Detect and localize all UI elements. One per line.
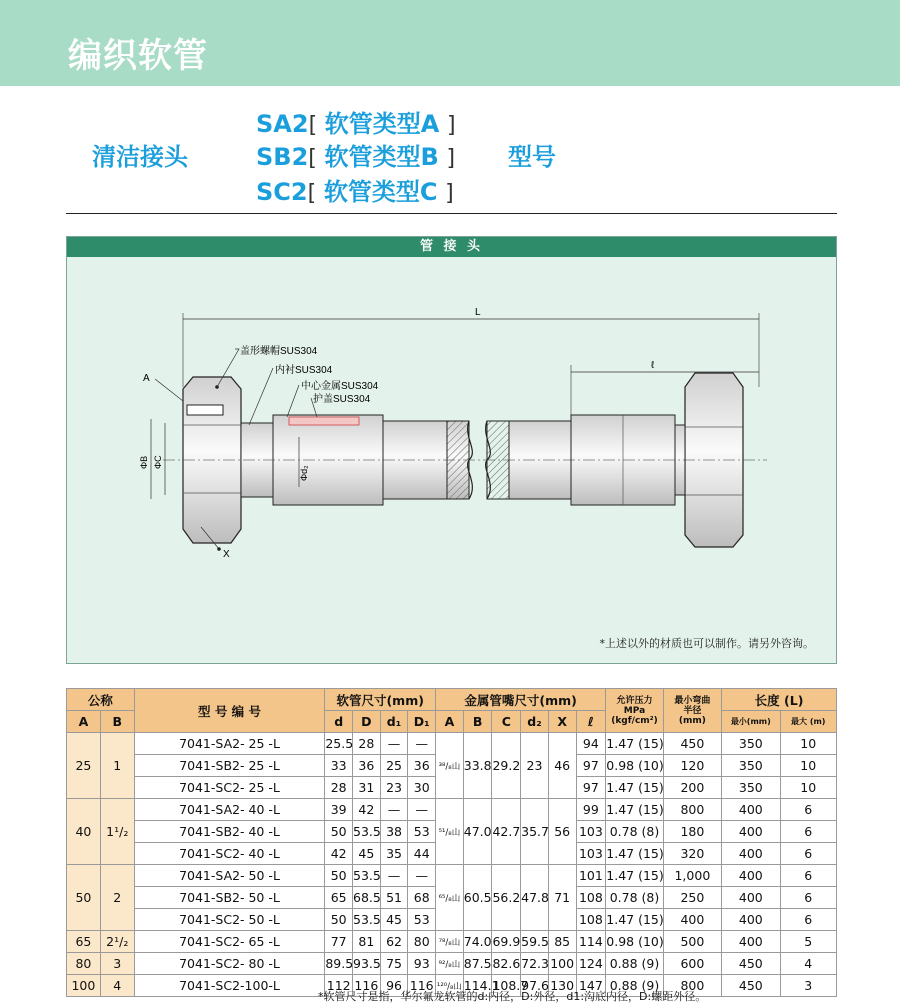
table-cell: 1,000 [663, 865, 721, 887]
table-cell: — [408, 799, 436, 821]
table-cell: 600 [663, 953, 721, 975]
table-cell: 93.5 [353, 953, 381, 975]
table-cell: 72.3 [521, 953, 549, 975]
table-cell: 39 [325, 799, 353, 821]
col-d1: d₁ [380, 711, 408, 733]
table-cell: 7041-SC2- 25 -L [134, 777, 325, 799]
table-cell: 35.7 [521, 799, 549, 865]
phi-b-label: ΦB [139, 455, 149, 469]
material-note: *上述以外的材质也可以制作。请另外咨询。 [599, 637, 814, 650]
table-cell: 68.5 [353, 887, 381, 909]
table-cell: 10 [780, 755, 836, 777]
table-cell: 28 [353, 733, 381, 755]
model-line-sb2: SB2[ 软管类型B ] [256, 143, 456, 171]
table-footnote: *软管尺寸是指，华尔氟龙软管的d:内径，D:外径，d1:沟底内径，D:螺距外径。 [318, 990, 707, 1003]
table-cell: 2 [100, 865, 134, 931]
table-cell: 800 [663, 799, 721, 821]
label-A: A [143, 373, 150, 384]
table-cell: 40 [67, 799, 101, 865]
table-cell: 2¹/₂ [100, 931, 134, 953]
label-cap-nut: 盖形螺帽SUS304 [240, 346, 318, 357]
table-cell: 450 [722, 953, 780, 975]
table-cell: 7041-SA2- 25 -L [134, 733, 325, 755]
col-bend-radius: 最小弯曲 半径 (mm) [663, 689, 721, 733]
table-cell: 6 [780, 865, 836, 887]
col-a: A [67, 711, 101, 733]
table-cell: 108 [576, 887, 606, 909]
table-cell: 7041-SA2- 50 -L [134, 865, 325, 887]
table-cell: 59.5 [521, 931, 549, 953]
table-cell: 82.6 [492, 953, 521, 975]
table-cell: 400 [722, 931, 780, 953]
table-cell: 25 [67, 733, 101, 799]
table-row [67, 865, 837, 887]
table-cell: 1.47 (15) [606, 799, 663, 821]
table-cell: 6 [780, 821, 836, 843]
page-title: 编织软管 [68, 36, 208, 76]
table-cell: 400 [722, 887, 780, 909]
table-cell: 69.9 [492, 931, 521, 953]
table-row [67, 799, 837, 821]
table-cell: 45 [353, 843, 381, 865]
table-cell: 60.5 [463, 865, 492, 931]
table-cell: 44 [408, 843, 436, 865]
table-cell: 7041-SB2- 50 -L [134, 887, 325, 909]
table-cell: 1.47 (15) [606, 777, 663, 799]
table-cell: 100 [548, 953, 576, 975]
table-cell: 350 [722, 777, 780, 799]
table-cell: 1¹/₂ [100, 799, 134, 865]
table-cell: 3 [100, 953, 134, 975]
col-length: 长度 (L) [722, 689, 837, 711]
phi-d2-label: Φd₂ [299, 465, 309, 481]
col-b: B [100, 711, 134, 733]
table-cell: 53.5 [353, 865, 381, 887]
table-row [67, 953, 837, 975]
model-line-sc2: SC2[ 软管类型C ] [256, 178, 454, 206]
table-cell: 71 [548, 865, 576, 931]
table-cell: — [408, 733, 436, 755]
table-cell: 35 [380, 843, 408, 865]
table-cell: 81 [353, 931, 381, 953]
table-row [67, 931, 837, 953]
table-cell: 6 [780, 799, 836, 821]
col-nipple-c: C [492, 711, 521, 733]
table-cell: 28 [325, 777, 353, 799]
table-cell: 116 [353, 975, 381, 997]
col-length-min: 最小(mm) [722, 711, 780, 733]
col-pressure: 允许压力 MPa (kgf/cm²) [606, 689, 663, 733]
table-cell: 6 [780, 909, 836, 931]
label-X: X [223, 549, 230, 560]
table-cell: 7041-SB2- 25 -L [134, 755, 325, 777]
table-cell: 108.7 [492, 975, 521, 997]
table-cell: 56 [548, 799, 576, 865]
label-liner: 内衬SUS304 [275, 365, 333, 376]
table-cell: 320 [663, 843, 721, 865]
label-guard: 护盖SUS304 [313, 394, 371, 405]
table-cell: 124 [576, 953, 606, 975]
table-cell: 7041-SC2-100-L [134, 975, 325, 997]
table-cell: 36 [408, 755, 436, 777]
table-cell: 97.6 [521, 975, 549, 997]
col-hose-size: 软管尺寸(mm) [325, 689, 436, 711]
table-cell: 33.8 [463, 733, 492, 799]
table-cell: 87.5 [463, 953, 492, 975]
col-d2: d₂ [521, 711, 549, 733]
title-bar [0, 0, 900, 86]
table-cell: 47.0 [463, 799, 492, 865]
table-cell: 89.5 [325, 953, 353, 975]
label-center-metal: 中心金属SUS304 [301, 381, 379, 392]
table-cell: 7041-SC2- 40 -L [134, 843, 325, 865]
table-cell: 120 [663, 755, 721, 777]
table-cell: 6 [780, 843, 836, 865]
center-metal-seal [289, 417, 359, 425]
table-cell: 30 [408, 777, 436, 799]
table-cell: 130 [548, 975, 576, 997]
table-cell: 3 [780, 975, 836, 997]
table-cell: 114.1 [463, 975, 492, 997]
table-cell: 103 [576, 821, 606, 843]
table-cell: 10 [780, 777, 836, 799]
table-cell: 101 [576, 865, 606, 887]
table-cell: 50 [67, 865, 101, 931]
table-cell: 45 [380, 909, 408, 931]
table-cell: — [408, 865, 436, 887]
table-cell: 250 [663, 887, 721, 909]
table-cell: ⁹²/₈山 [436, 953, 464, 975]
dimension-l-label: ℓ [651, 360, 655, 371]
table-cell: 65 [325, 887, 353, 909]
table-cell: 53.5 [353, 909, 381, 931]
table-cell: 42 [353, 799, 381, 821]
col-nominal: 公称 [67, 689, 135, 711]
hose-diagram-panel [66, 236, 837, 664]
table-cell: 5 [780, 931, 836, 953]
table-cell: 400 [663, 909, 721, 931]
diagram-title: 管 接 头 [67, 237, 836, 257]
table-cell: 50 [325, 909, 353, 931]
hose-diagram [67, 237, 836, 663]
table-cell: 112 [325, 975, 353, 997]
table-cell: 85 [548, 931, 576, 953]
table-cell: 7041-SC2- 65 -L [134, 931, 325, 953]
table-cell: 23 [380, 777, 408, 799]
table-cell: 116 [408, 975, 436, 997]
table-cell: 103 [576, 843, 606, 865]
table-cell: 0.98 (10) [606, 931, 663, 953]
table-cell: 42 [325, 843, 353, 865]
table-cell: 50 [325, 821, 353, 843]
table-cell: 96 [380, 975, 408, 997]
table-cell: 114 [576, 931, 606, 953]
col-D: D [353, 711, 381, 733]
table-cell: 38 [380, 821, 408, 843]
table-cell: 400 [722, 865, 780, 887]
table-cell: 500 [663, 931, 721, 953]
table-cell: 4 [100, 975, 134, 997]
table-cell: 180 [663, 821, 721, 843]
dimension-L-label: L [475, 307, 481, 318]
table-cell: 200 [663, 777, 721, 799]
table-cell: 25.5 [325, 733, 353, 755]
col-nipple-a: A [436, 711, 464, 733]
table-cell: 1.47 (15) [606, 865, 663, 887]
table-cell: 7041-SA2- 40 -L [134, 799, 325, 821]
table-cell: 97 [576, 777, 606, 799]
table-cell: ⁶⁵/₈山 [436, 865, 464, 931]
table-cell: 450 [663, 733, 721, 755]
table-cell: 51 [380, 887, 408, 909]
table-cell: ¹²⁰/₈山 [436, 975, 464, 997]
table-cell: 400 [722, 821, 780, 843]
table-cell: 350 [722, 733, 780, 755]
table-cell: — [380, 733, 408, 755]
table-cell: 0.88 (9) [606, 953, 663, 975]
phi-c-label: ΦC [153, 455, 163, 469]
divider [66, 213, 837, 214]
table-cell: 53.5 [353, 821, 381, 843]
table-cell: 100 [67, 975, 101, 997]
table-cell: ³⁸/₈山 [436, 733, 464, 799]
clean-joint-label: 清洁接头 [92, 143, 188, 171]
col-l: ℓ [576, 711, 606, 733]
cap-nut-slot [187, 405, 223, 415]
table-cell: 400 [722, 843, 780, 865]
table-cell: 56.2 [492, 865, 521, 931]
table-cell: 74.0 [463, 931, 492, 953]
table-cell: 62 [380, 931, 408, 953]
table-cell: 800 [663, 975, 721, 997]
table-cell: 1.47 (15) [606, 733, 663, 755]
col-model: 型 号 编 号 [134, 689, 325, 733]
table-row [67, 733, 837, 755]
col-length-max: 最大 (m) [780, 711, 836, 733]
table-cell: 33 [325, 755, 353, 777]
col-x: X [548, 711, 576, 733]
table-cell: 53 [408, 821, 436, 843]
table-cell: 108 [576, 909, 606, 931]
table-cell: 99 [576, 799, 606, 821]
table-cell: ⁵¹/₈山 [436, 799, 464, 865]
table-cell: 10 [780, 733, 836, 755]
spec-table [66, 688, 837, 997]
table-cell: 7041-SC2- 80 -L [134, 953, 325, 975]
table-cell: — [380, 799, 408, 821]
table-cell: 147 [576, 975, 606, 997]
table-cell: 50 [325, 865, 353, 887]
table-cell: 7041-SB2- 40 -L [134, 821, 325, 843]
table-cell: 93 [408, 953, 436, 975]
col-D1: D₁ [408, 711, 436, 733]
table-cell: 31 [353, 777, 381, 799]
table-cell: 23 [521, 733, 549, 799]
table-cell: 80 [408, 931, 436, 953]
table-cell: 1 [100, 733, 134, 799]
table-cell: 75 [380, 953, 408, 975]
table-cell: 1.47 (15) [606, 843, 663, 865]
table-cell: 77 [325, 931, 353, 953]
model-line-sa2: SA2[ 软管类型A ] [256, 110, 456, 138]
col-d: d [325, 711, 353, 733]
model-suffix: 型号 [508, 143, 556, 171]
table-cell: — [380, 865, 408, 887]
table-cell: ⁷⁸/₈山 [436, 931, 464, 953]
table-cell: 0.78 (8) [606, 887, 663, 909]
table-cell: 94 [576, 733, 606, 755]
table-cell: 400 [722, 909, 780, 931]
table-cell: 36 [353, 755, 381, 777]
table-cell: 0.88 (9) [606, 975, 663, 997]
table-cell: 7041-SC2- 50 -L [134, 909, 325, 931]
col-nipple-b: B [463, 711, 492, 733]
table-cell: 0.98 (10) [606, 755, 663, 777]
table-cell: 350 [722, 755, 780, 777]
table-cell: 80 [67, 953, 101, 975]
table-cell: 0.78 (8) [606, 821, 663, 843]
table-cell: 97 [576, 755, 606, 777]
table-cell: 42.7 [492, 799, 521, 865]
table-cell: 65 [67, 931, 101, 953]
col-nipple-size: 金属管嘴尺寸(mm) [436, 689, 606, 711]
table-cell: 46 [548, 733, 576, 799]
table-cell: 4 [780, 953, 836, 975]
table-cell: 25 [380, 755, 408, 777]
table-cell: 1.47 (15) [606, 909, 663, 931]
table-cell: 450 [722, 975, 780, 997]
table-cell: 47.8 [521, 865, 549, 931]
table-cell: 29.2 [492, 733, 521, 799]
table-cell: 68 [408, 887, 436, 909]
table-cell: 400 [722, 799, 780, 821]
table-cell: 6 [780, 887, 836, 909]
table-cell: 53 [408, 909, 436, 931]
